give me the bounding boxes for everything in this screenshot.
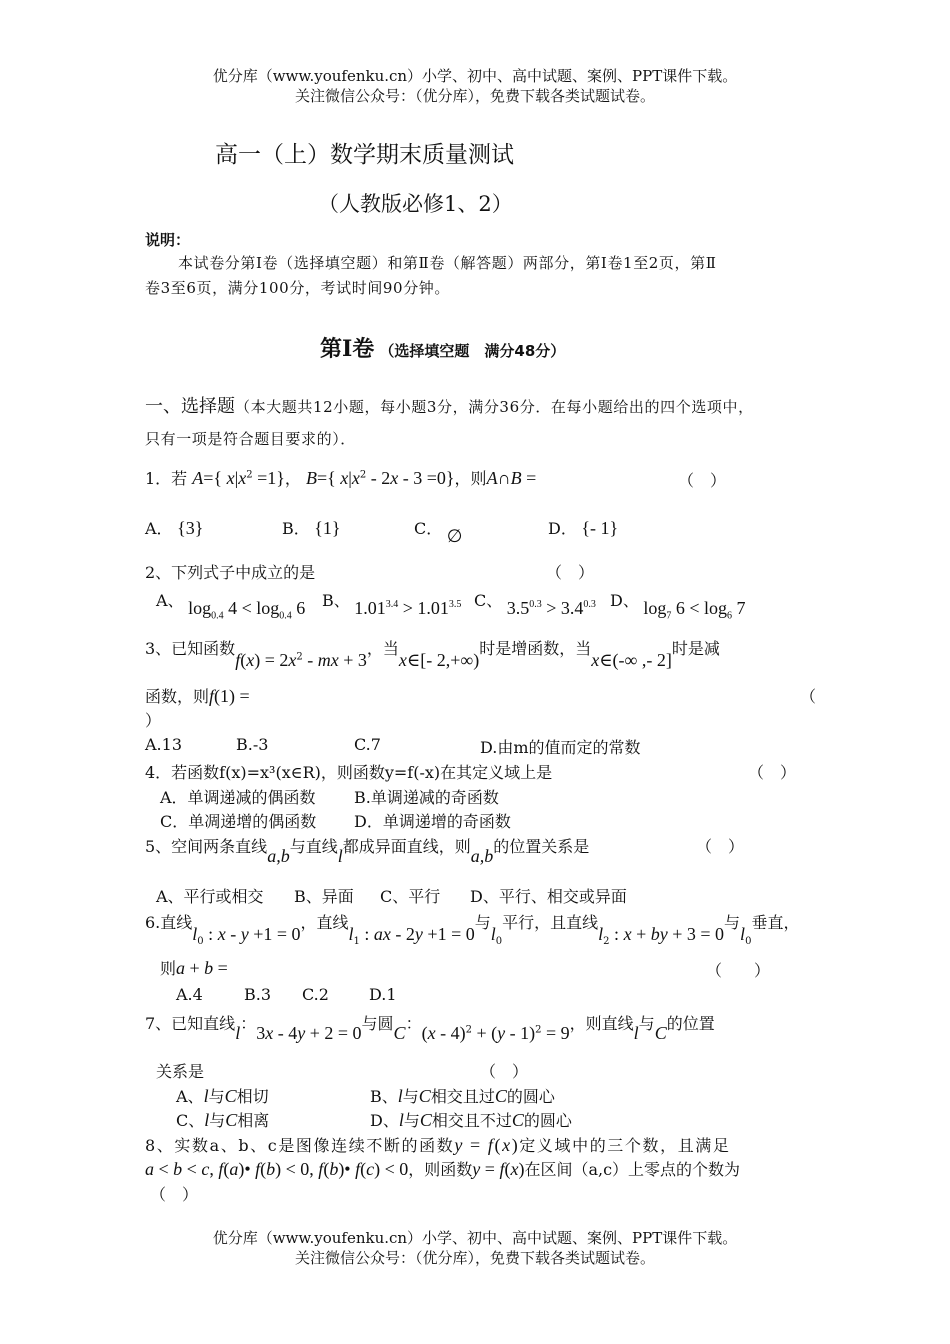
q6-option-d: D.1 <box>369 985 397 1004</box>
q2-paren: （ ） <box>546 563 595 582</box>
q1-option-c-label: C． <box>414 519 443 538</box>
q1-stem: 1．若 A={ $x|x^2 =1$}， B={ $x|x^2 - 2x - 3 =0$}，则A∩B = <box>145 468 537 488</box>
q8-line-1: 8、实数a、b、c是图像连续不断的函数y = f(x)定义域中的三个数，且满足 <box>145 1135 731 1155</box>
page-subtitle: （人教版必修1、2） <box>318 192 513 216</box>
section1-desc-1: （本大题共12小题，每小题3分，满分36分．在每小题给出的四个选项中， <box>235 398 754 416</box>
q7-option-d: D、l与C相交且不过C的圆心 <box>370 1110 572 1130</box>
q1-option-c: C． ∅ <box>414 519 463 546</box>
q7-mid-4: ，则直线 <box>569 1014 634 1033</box>
q6-option-c: C.2 <box>302 985 329 1004</box>
q1-post: ，则 <box>454 469 487 488</box>
q3-pre: 3、已知函数 <box>145 639 236 658</box>
q3-mid-3: 时是减 <box>671 639 720 658</box>
q8-line-3: （ ） <box>150 1185 199 1204</box>
section1-desc-2: 只有一项是符合题目要求的）． <box>145 430 356 448</box>
q1-option-b-label: B． <box>282 519 310 538</box>
q7-option-d-end: 的圆心 <box>523 1111 572 1130</box>
q5-mid-1: 与直线 <box>289 837 338 856</box>
q4-stem: 4．若函数f(x)=x³(x∈R)，则函数y=f(-x)在其定义域上是 <box>145 763 553 782</box>
q6-mid-1: ，直线 <box>300 913 349 932</box>
q7-stem: 7、已知直线l：3x - 4y + 2 = 0与圆C：(x - 4)$^2$ + (y - 1)$^2$ = 9，则直线l与C的位置 <box>145 1014 715 1043</box>
q1-paren: （ ） <box>678 471 727 490</box>
part1-heading <box>320 332 565 363</box>
q1-option-b: B． {1} <box>282 518 341 538</box>
section1-heading <box>145 392 754 418</box>
q3-mid-2: 时是增函数，当 <box>479 639 592 658</box>
q2-option-d: D、 $\log_7 6 < \log_6 7$ <box>610 591 746 622</box>
footer-line-1: 优分库（www.youfenku.cn）小学、初中、高中试题、案例、PPT课件下载。 <box>212 1229 738 1247</box>
q2-option-b-label: B、 <box>322 591 350 610</box>
q5-option-d: D、平行、相交或异面 <box>470 887 627 906</box>
q5-stem: 5、空间两条直线a,b与直线l都成异面直线，则a,b的位置关系是 <box>145 837 590 866</box>
q5-paren: （ ） <box>696 837 745 856</box>
q7-option-d-label: D、 <box>370 1111 399 1130</box>
q3-line-2-text: 函数，则 <box>145 687 210 706</box>
q6-mid-2: 与 <box>474 913 491 932</box>
q8-line-2-post: 在区间（a,c）上零点的个数为 <box>524 1160 741 1179</box>
q7-option-c-label: C、 <box>176 1111 205 1130</box>
q8-line-2: a < b < c, f(a)• f(b) < 0, f(b)• f(c) < 0，则函数y = f(x)在区间（a,c）上零点的个数为 <box>145 1159 741 1179</box>
q7-option-c-text: 相离 <box>237 1111 270 1130</box>
q8-line-1-post: 定义域中的三个数，且满足 <box>519 1136 731 1155</box>
note-label: 说明： <box>145 231 191 249</box>
q7-pre: 7、已知直线 <box>145 1014 236 1033</box>
q1-option-d-label: D． <box>548 519 577 538</box>
q7-option-a: A、l与C相切 <box>176 1086 269 1106</box>
q2-option-a-label: A、 <box>156 591 184 610</box>
q7-post: 的位置 <box>666 1014 715 1033</box>
q3-line-2: 函数，则f(1) = <box>145 686 250 706</box>
q7-option-a-label: A、 <box>176 1087 204 1106</box>
q2-stem: 2、下列式子中成立的是 <box>145 563 316 582</box>
q5-option-b: B、异面 <box>294 887 354 906</box>
section1-title: 一、选择题 <box>145 396 235 417</box>
part1-sub: （选择填空题 满分48分） <box>379 342 566 360</box>
q3-option-d: D.由m的值而定的常数 <box>480 738 641 757</box>
q1-mid: ， <box>284 469 301 488</box>
q8-line-2-mid: ，则函数 <box>408 1160 473 1179</box>
q4-paren: （ ） <box>748 763 797 782</box>
q6-option-b: B.3 <box>244 985 272 1004</box>
q8-line-1-text: 8、实数a、b、c是图像连续不断的函数 <box>145 1136 455 1155</box>
q6-post: 垂直， <box>751 913 800 932</box>
q6-mid-3: 平行，且直线 <box>502 913 599 932</box>
q7-mid-3: ： <box>405 1014 422 1033</box>
q7-option-d-yu: 与 <box>403 1111 420 1130</box>
q4-option-c: C．单凋递增的偶函数 <box>160 812 317 831</box>
q2-option-c-label: C、 <box>474 591 503 610</box>
q2-option-d-label: D、 <box>610 591 639 610</box>
q4-option-b: B.单调递减的奇函数 <box>354 788 499 807</box>
q1-pre: 1．若 <box>145 469 188 488</box>
q3-paren-left: （ <box>800 687 817 706</box>
q5-pre: 5、空间两条直线 <box>145 837 268 856</box>
q7-line-2: 关系是 <box>156 1062 205 1081</box>
q7-paren: （ ） <box>480 1062 529 1081</box>
q7-option-a-text: 相切 <box>236 1087 269 1106</box>
q7-option-b: B、l与C相交且过C的圆心 <box>370 1086 555 1106</box>
q3-option-b: B.-3 <box>236 735 269 754</box>
q6-mid-4: 与 <box>724 913 741 932</box>
q7-option-b-text: 相交且过 <box>430 1087 495 1106</box>
q7-option-a-yu: 与 <box>208 1087 225 1106</box>
q6-stem: 6.直线$l_0$ : x - y +1 = 0，直线$l_1$ : ax - 2y +1 = 0与$l_0$平行，且直线$l_2$ : x + by + 3 = 0与$l_0$垂直， <box>145 913 800 948</box>
q5-option-c: C、平行 <box>380 887 441 906</box>
q6-line-2-text: 则 <box>160 959 177 978</box>
header-line-1: 优分库（www.youfenku.cn）小学、初中、高中试题、案例、PPT课件下载。 <box>212 67 738 85</box>
q6-pre: 6.直线 <box>145 913 193 932</box>
q2-option-a: A、 $\log_{0.4} 4 < \log_{0.4} 6$ <box>156 591 306 622</box>
q7-option-d-text: 相交且不过 <box>431 1111 512 1130</box>
q5-option-a: A、平行或相交 <box>156 887 264 906</box>
q7-option-b-label: B、 <box>370 1087 398 1106</box>
q3-paren-right: ） <box>145 711 162 730</box>
q5-post: 的位置关系是 <box>493 837 590 856</box>
q7-mid-1: ： <box>240 1014 257 1033</box>
q7-mid-2: 与圆 <box>361 1014 394 1033</box>
q4-option-a: A．单调递减的偶函数 <box>160 788 316 807</box>
q2-option-b: B、 $1.01^{3.4} > 1.01^{3.5}$ <box>322 591 462 618</box>
q3-option-c: C.7 <box>354 735 381 754</box>
note-line-2: 卷3至6页，满分100分，考试时间90分钟。 <box>145 279 451 297</box>
q3-mid-1: ，当 <box>366 639 399 658</box>
q5-mid-2: 都成异面直线，则 <box>342 837 471 856</box>
footer-line-2: 关注微信公众号：（优分库），免费下载各类试题试卷。 <box>294 1249 655 1267</box>
q7-option-b-end: 的圆心 <box>506 1087 555 1106</box>
q3-option-a: A.13 <box>145 735 182 754</box>
q6-option-a: A.4 <box>176 985 203 1004</box>
q4-option-d: D．单调递增的奇函数 <box>354 812 511 831</box>
q1-option-a: A． {3} <box>145 518 204 538</box>
q1-option-d: D． {- 1} <box>548 518 619 538</box>
q2-option-c: C、 $3.5^{0.3} > 3.4^{0.3}$ <box>474 591 596 618</box>
header-line-2: 关注微信公众号：（优分库），免费下载各类试题试卷。 <box>294 87 655 105</box>
q7-option-c-yu: 与 <box>209 1111 226 1130</box>
q3-stem: 3、已知函数$f(x) = 2x^2$ - mx + 3，当x∈[- 2,+∞)时是增函数，当x∈(-∞ ,- 2]时是减 <box>145 639 720 670</box>
page-title: 高一（上）数学期末质量测试 <box>215 142 514 168</box>
q7-option-c: C、l与C相离 <box>176 1110 270 1130</box>
part1-title: 第Ⅰ卷 <box>320 336 375 362</box>
q7-mid-5: 与 <box>638 1014 655 1033</box>
note-line-1: 本试卷分第Ⅰ卷（选择填空题）和第Ⅱ卷（解答题）两部分，第Ⅰ卷1至2页，第Ⅱ <box>178 254 717 272</box>
q7-option-b-yu: 与 <box>402 1087 419 1106</box>
q1-option-a-label: A． <box>145 519 173 538</box>
q6-line-2: 则a + b = <box>160 958 228 978</box>
q6-paren: （ ） <box>706 961 771 980</box>
